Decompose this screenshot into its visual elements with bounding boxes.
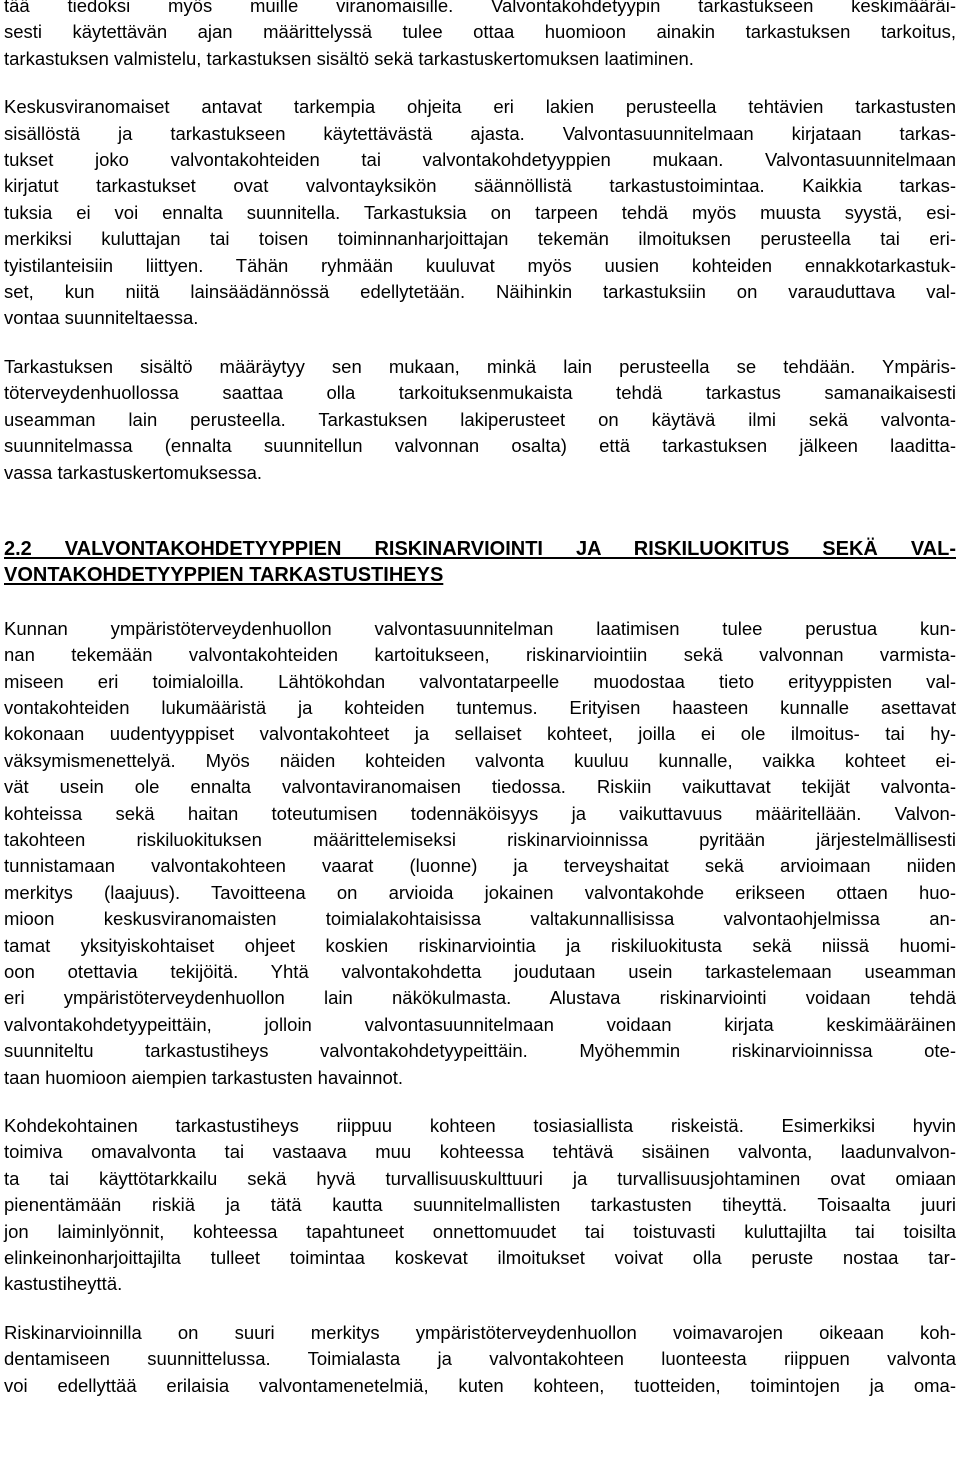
text-line: tää tiedoksi myös muille viranomaisille. Valvontakohdetyypin tarkastukseen keskimääräi- bbox=[4, 0, 956, 16]
paragraph-2 bbox=[4, 94, 956, 332]
text-line: kokonaan uudentyyppiset valvontakohteet ja sellaiset kohteet, joilla ei ole ilmoitus- tai hy- bbox=[4, 723, 956, 745]
text-line: kirjatut tarkastukset ovat valvontayksikön säännöllistä tarkastustoimintaa. Kaikkia tarkas- bbox=[4, 175, 956, 197]
text-line: dentamiseen suunnittelussa. Toimialasta ja valvontakohteen luonteesta riippuen valvonta bbox=[4, 1348, 956, 1370]
text-line: sesti käytettävän ajan määrittelyssä tulee ottaa huomioon ainakin tarkastuksen tarkoitus, bbox=[4, 21, 956, 43]
heading-line: 2.2 VALVONTAKOHDETYYPPIEN RISKINARVIOINTI JA RISKILUOKITUS SEKÄ VAL- bbox=[4, 537, 956, 560]
text-line: tuksia ei voi ennalta suunnitella. Tarkastuksia on tarpeen tehdä myös muusta syystä, esi- bbox=[4, 201, 956, 223]
text-line: merkiksi kuluttajan tai toisen toiminnanharjoittajan tekemän ilmoituksen perusteella tai eri- bbox=[4, 228, 956, 250]
text-line: kastustiheyttä. bbox=[4, 1273, 123, 1295]
text-line: vassa tarkastuskertomuksessa. bbox=[4, 461, 263, 483]
section-heading bbox=[4, 536, 956, 589]
paragraph-6 bbox=[4, 1320, 956, 1399]
text-line: väksymismenettelyä. Myös näiden kohteiden valvonta kuuluu kunnalle, vaikka kohteet ei- bbox=[4, 749, 956, 771]
text-line: miseen eri toimialoilla. Lähtökohdan valvontatarpeelle muodostaa tieto erityyppisten val- bbox=[4, 670, 956, 692]
text-line: suunniteltu tarkastustiheys valvontakohdetyypeittäin. Myöhemmin riskinarvioinnissa ote- bbox=[4, 1040, 956, 1062]
paragraph-4 bbox=[4, 616, 956, 1091]
text-line: set, kun niitä lainsäädännössä edellytetään. Näihinkin tarkastuksiin on varauduttava val- bbox=[4, 281, 956, 303]
text-line: Kunnan ympäristöterveydenhuollon valvontasuunnitelman laatimisen tulee perustua kun- bbox=[4, 617, 956, 639]
text-line: tunnistamaan valvontakohteen vaarat (luonne) ja terveyshaitat sekä arvioimaan niiden bbox=[4, 855, 956, 877]
text-line: taan huomioon aiempien tarkastusten havainnot. bbox=[4, 1066, 404, 1088]
text-line: tarkastuksen valmistelu, tarkastuksen sisältö sekä tarkastuskertomuksen laatiminen. bbox=[4, 47, 694, 69]
text-line: Kohdekohtainen tarkastustiheys riippuu kohteen tosiasiallista riskeistä. Esimerkiksi hyvin bbox=[4, 1115, 956, 1137]
text-line: töterveydenhuollossa saattaa olla tarkoituksenmukaista tehdä tarkastus samanaikaisesti bbox=[4, 382, 956, 404]
text-line: Keskusviranomaiset antavat tarkempia ohjeita eri lakien perusteella tehtävien tarkastusten bbox=[4, 96, 956, 118]
text-line: Riskinarvioinnilla on suuri merkitys ympäristöterveydenhuollon voimavarojen oikeaan koh- bbox=[4, 1321, 956, 1343]
text-line: pienentämään riskiä ja tätä kautta suunnitelmallisten tarkastusten tiheyttä. Toisaalta juuri bbox=[4, 1194, 956, 1216]
text-line: tamat yksityiskohtaiset ohjeet koskien riskinarviointia ja riskiluokitusta sekä niissä huomi- bbox=[4, 934, 956, 956]
text-line: suunnitelmassa (ennalta suunnitellun valvonnan osalta) että tarkastuksen jälkeen laaditta- bbox=[4, 435, 956, 457]
text-line: Tarkastuksen sisältö määräytyy sen mukaan, minkä lain perusteella se tehdään. Ympäris- bbox=[4, 355, 956, 377]
text-line: kohteissa sekä haitan toteutumisen todennäköisyys ja vaikuttavuus määritellään. Valvon- bbox=[4, 802, 956, 824]
text-line: vät usein ole ennalta valvontaviranomaisen tiedossa. Riskiin vaikuttavat tekijät valvonta- bbox=[4, 776, 956, 798]
text-line: sisällöstä ja tarkastukseen käytettävästä ajasta. Valvontasuunnitelmaan kirjataan tarkas- bbox=[4, 122, 956, 144]
text-line: valvontakohdetyypeittäin, jolloin valvontasuunnitelmaan voidaan kirjata keskimääräinen bbox=[4, 1013, 956, 1035]
text-line: vontakohteiden lukumääristä ja kohteiden tuntemus. Erityisen haasteen kunnalle asettavat bbox=[4, 696, 956, 718]
text-line: nan tekemään valvontakohteiden kartoitukseen, riskinarviointiin sekä valvonnan varmista- bbox=[4, 644, 956, 666]
text-line: jon laiminlyönnit, kohteessa tapahtuneet onnettomuudet tai toistuvasti kuluttajilta tai toisilta bbox=[4, 1220, 956, 1242]
text-line: takohteen riskiluokituksen määrittelemiseksi riskinarvioinnissa pyritään järjestelmällisesti bbox=[4, 828, 956, 850]
text-line: ta tai käyttötarkkailu sekä hyvä turvallisuuskulttuuri ja turvallisuusjohtaminen ovat omiaan bbox=[4, 1167, 956, 1189]
heading-line: VONTAKOHDETYYPPIEN TARKASTUSTIHEYS bbox=[4, 564, 444, 587]
text-line: elinkeinonharjoittajilta tulleet toimintaa koskevat ilmoitukset voivat olla peruste nostaa tar- bbox=[4, 1247, 956, 1269]
paragraph-1 bbox=[4, 0, 956, 72]
text-line: tyistilanteisiin liittyen. Tähän ryhmään kuuluvat myös uusien kohteiden ennakkotarkastuk- bbox=[4, 254, 956, 276]
text-line: oon otettavia tekijöitä. Yhtä valvontakohdetta joudutaan usein tarkastelemaan useamman bbox=[4, 961, 956, 982]
paragraph-3 bbox=[4, 354, 956, 486]
text-line: toimiva omavalvonta tai vastaava muu kohteessa tehtävä sisäinen valvonta, laadunvalvon- bbox=[4, 1141, 956, 1163]
paragraph-5 bbox=[4, 1113, 956, 1298]
document-page bbox=[4, 0, 956, 1399]
text-line: tukset joko valvontakohteiden tai valvontakohdetyyppien mukaan. Valvontasuunnitelmaan bbox=[4, 149, 956, 171]
text-line: voi edellyttää erilaisia valvontamenetelmiä, kuten kohteen, tuotteiden, toimintojen ja oma- bbox=[4, 1374, 956, 1396]
text-line: eri ympäristöterveydenhuollon lain näkökulmasta. Alustava riskinarviointi voidaan tehdä bbox=[4, 987, 956, 1009]
text-line: mioon keskusviranomaisten toimialakohtaisissa valtakunnallisissa valvontaohjelmissa an- bbox=[4, 908, 956, 930]
text-line: useamman lain perusteella. Tarkastuksen lakiperusteet on käytävä ilmi sekä valvonta- bbox=[4, 408, 956, 430]
text-line: merkitys (laajuus). Tavoitteena on arvioida jokainen valvontakohde erikseen ottaen huo- bbox=[4, 881, 956, 903]
text-line: vontaa suunniteltaessa. bbox=[4, 307, 199, 329]
